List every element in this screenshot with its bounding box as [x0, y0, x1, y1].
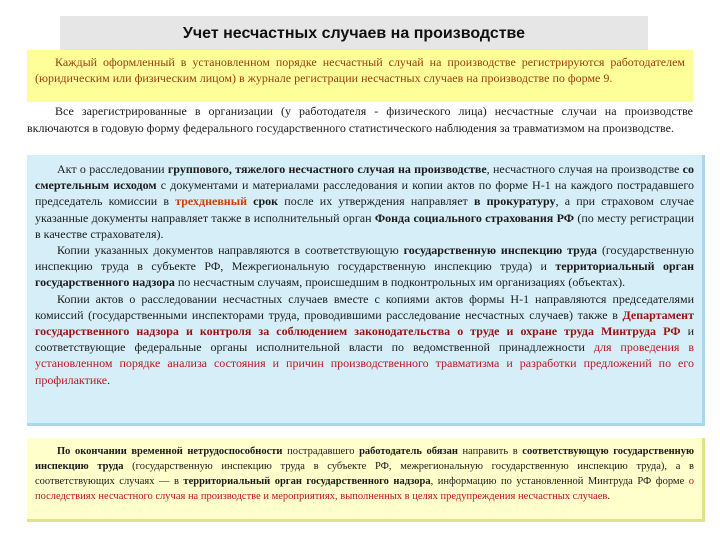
text-span: Копии актов о расследовании несчастных случаев вместе с копиями актов формы Н-1 направляются председателями комиссий (государственными инспекторами труда, проводившими расследование несчастных случаев) также в: [35, 291, 694, 322]
bold-text: в прокуратуру: [473, 194, 556, 209]
text-span: .: [607, 491, 611, 502]
text-span: и соответствующие федеральные органы исполнительной власти по ведомственной принадлежности: [35, 324, 694, 355]
notification-paragraph: [35, 444, 694, 504]
intro-text: Каждый оформленный в установленном порядке несчастный случай на производстве регистрируются работодателем (юридическим или физическим лицом) в журнале регистрации несчастных случаев на производстве по форме 9.: [35, 55, 685, 85]
bold-text: По окончании временной нетрудоспособности: [57, 446, 283, 457]
bold-text: работодатель обязан: [359, 446, 458, 457]
text-span: , а при страховом случае указанные документы направляет также в исполнительный орган: [35, 194, 694, 225]
highlight-text: для проведения в установленном порядке анализа состояния и причин производственного травматизма и разработки предложений по его профилактике: [35, 340, 694, 387]
bold-text: со смертельным исходом: [35, 162, 694, 193]
text-span: (государственную инспекцию труда в субъекте РФ, межрегиональную государственную инспекцию труда), а в соответствующих случаях — в: [35, 461, 695, 487]
investigation-paragraph-2: [35, 242, 694, 291]
text-span: (государственную инспекцию труда в субъекте РФ, Межрегиональную государственную инспекцию труда) и: [35, 243, 695, 274]
investigation-paragraph-3: [35, 291, 694, 388]
title-bar: [60, 16, 648, 52]
paragraph-statistics: Все зарегистрированные в организации (у работодателя - физического лица) несчастные случаи на производстве включаются в годовую форму федерального государственного статистического наблюдения за травматизмом на производстве.: [27, 104, 693, 135]
intro-box: [27, 50, 693, 102]
text-span: .: [107, 372, 111, 387]
text-span: Копии указанных документов направляются в соответствующую: [57, 243, 404, 258]
highlight-text: о последствиях несчастного случая на производстве и мероприятиях, выполненных в целях предупреждения несчастных случаев: [35, 476, 694, 502]
text-span: пострадавшего: [282, 446, 360, 457]
investigation-box: [27, 155, 705, 426]
bold-text: территориальный орган государственного надзора: [183, 476, 431, 487]
text-span: Акт о расследовании: [57, 162, 168, 176]
text-span: (по месту регистрации в качестве страхователя).: [35, 210, 695, 241]
investigation-paragraph-1: [35, 161, 694, 242]
bold-text: государственную инспекцию труда: [403, 243, 598, 258]
bold-text: группового, тяжелого несчастного случая на производстве: [167, 162, 487, 176]
page-title: Учет несчастных случаев на производстве: [182, 25, 526, 42]
text-span: , несчастного случая на производстве: [486, 162, 683, 176]
bold-text: Фонда социального страхования РФ: [374, 210, 575, 225]
notification-box: [27, 438, 705, 522]
highlight-text: трехдневный: [175, 194, 247, 209]
text-span: после их утверждения направляет: [278, 194, 474, 209]
highlight-text: Департамент государственного надзора и контроля за соблюдением законодательства о труде и охране труда Минтруда РФ: [35, 307, 694, 339]
text-span: , информацию по установленной Минтруда РФ форме: [430, 476, 689, 487]
text-span: направить в: [457, 446, 523, 457]
text-span: с документами и материалами расследования и копии актов по форме Н-1 на каждого пострадавшего председатель комиссии в: [35, 178, 694, 209]
bold-text: срок: [247, 194, 279, 209]
text-span: по несчастным случаям, происшедшим в подконтрольных им организациях (объектах).: [174, 275, 626, 290]
bold-text: территориальный орган государственного надзора: [35, 259, 694, 290]
bold-text: соответствующую государственную инспекцию труда: [35, 446, 694, 472]
